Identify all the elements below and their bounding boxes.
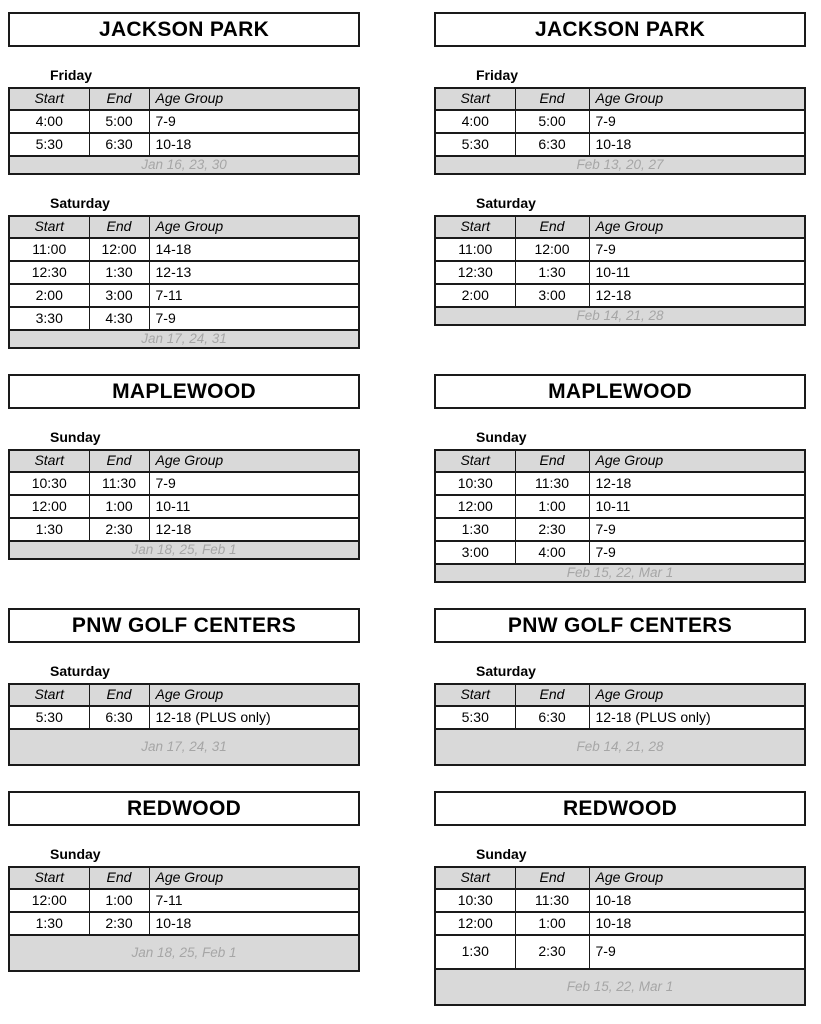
dates-footer: Feb 15, 22, Mar 1: [435, 969, 805, 1005]
schedule-table: [8, 449, 360, 560]
header-row: [435, 450, 805, 472]
age-group-cell: 10-18: [149, 912, 359, 935]
schedule-table: [434, 449, 806, 583]
end-cell: 6:30: [89, 133, 149, 156]
age-group-cell: 10-18: [149, 133, 359, 156]
location-title: JACKSON PARK: [98, 17, 270, 41]
start-cell: 12:00: [9, 495, 89, 518]
schedule-row: [9, 307, 359, 330]
schedule-row: [9, 912, 359, 935]
end-header: End: [515, 88, 589, 110]
schedule-table: [434, 87, 806, 175]
end-header: End: [515, 684, 589, 706]
start-cell: 4:00: [435, 110, 515, 133]
schedule-row: [9, 284, 359, 307]
dates-footer: Feb 13, 20, 27: [435, 156, 805, 174]
age-group-header: Age Group: [589, 88, 805, 110]
schedule-table: [434, 683, 806, 766]
header-row: [435, 867, 805, 889]
end-header: End: [89, 450, 149, 472]
age-group-header: Age Group: [149, 88, 359, 110]
end-header: End: [515, 867, 589, 889]
age-group-cell: 7-9: [589, 518, 805, 541]
start-cell: 3:30: [9, 307, 89, 330]
schedule-row: [435, 889, 805, 912]
day-label: Sunday: [476, 846, 527, 862]
start-cell: 12:00: [435, 495, 515, 518]
header-row: [9, 88, 359, 110]
end-cell: 5:00: [515, 110, 589, 133]
schedule-row: [435, 935, 805, 969]
dates-footer: Jan 16, 23, 30: [9, 156, 359, 174]
location-title-box: [434, 12, 806, 47]
age-group-header: Age Group: [589, 216, 805, 238]
age-group-cell: 12-18: [589, 284, 805, 307]
start-cell: 1:30: [9, 912, 89, 935]
age-group-cell: 10-18: [589, 889, 805, 912]
end-cell: 2:30: [515, 518, 589, 541]
start-cell: 5:30: [9, 706, 89, 729]
location-title-box: [8, 608, 360, 643]
end-cell: 1:00: [89, 495, 149, 518]
location-title: PNW GOLF CENTERS: [71, 613, 297, 637]
schedule-row: [435, 238, 805, 261]
location-section: [8, 608, 360, 766]
end-cell: 5:00: [89, 110, 149, 133]
start-cell: 11:00: [435, 238, 515, 261]
dates-footer-row: [9, 935, 359, 971]
age-group-cell: 7-11: [149, 889, 359, 912]
end-cell: 6:30: [515, 706, 589, 729]
start-cell: 2:00: [435, 284, 515, 307]
end-header: End: [515, 216, 589, 238]
start-cell: 10:30: [435, 889, 515, 912]
start-cell: 4:00: [9, 110, 89, 133]
start-cell: 10:30: [435, 472, 515, 495]
day-label: Sunday: [50, 846, 101, 862]
schedule-row: [435, 495, 805, 518]
age-group-header: Age Group: [149, 867, 359, 889]
end-cell: 1:00: [89, 889, 149, 912]
end-cell: 2:30: [89, 912, 149, 935]
schedule-row: [435, 912, 805, 935]
dates-footer: Feb 14, 21, 28: [435, 307, 805, 325]
age-group-header: Age Group: [149, 216, 359, 238]
location-title: JACKSON PARK: [534, 17, 706, 41]
dates-footer: Jan 17, 24, 31: [9, 330, 359, 348]
location-section: [8, 374, 360, 560]
start-header: Start: [435, 867, 515, 889]
start-header: Start: [435, 88, 515, 110]
schedule-row: [9, 518, 359, 541]
end-cell: 3:00: [89, 284, 149, 307]
header-row: [9, 450, 359, 472]
schedule-row: [435, 541, 805, 564]
schedule-row: [9, 495, 359, 518]
schedule-table: [8, 683, 360, 766]
location-section: [434, 374, 806, 583]
dates-footer: Feb 15, 22, Mar 1: [435, 564, 805, 582]
age-group-cell: 10-11: [589, 261, 805, 284]
schedule-table: [434, 866, 806, 1006]
start-cell: 12:30: [435, 261, 515, 284]
end-cell: 11:30: [89, 472, 149, 495]
day-label: Saturday: [50, 663, 110, 679]
location-section: [8, 791, 360, 972]
dates-footer-row: [435, 564, 805, 582]
end-cell: 1:00: [515, 912, 589, 935]
age-group-cell: 7-9: [589, 935, 805, 969]
end-cell: 1:30: [515, 261, 589, 284]
schedule-row: [435, 284, 805, 307]
end-header: End: [515, 450, 589, 472]
end-cell: 12:00: [515, 238, 589, 261]
dates-footer-row: [9, 330, 359, 348]
day-label: Friday: [50, 67, 93, 83]
age-group-cell: 7-9: [589, 110, 805, 133]
start-header: Start: [435, 450, 515, 472]
dates-footer-row: [9, 541, 359, 559]
schedule-row: [9, 472, 359, 495]
start-cell: 5:30: [9, 133, 89, 156]
age-group-cell: 7-9: [149, 307, 359, 330]
start-header: Start: [9, 450, 89, 472]
schedule-row: [435, 110, 805, 133]
header-row: [435, 684, 805, 706]
location-title-box: [8, 12, 360, 47]
location-title-box: [434, 374, 806, 409]
schedule-row: [9, 889, 359, 912]
start-cell: 1:30: [435, 518, 515, 541]
schedule-row: [9, 110, 359, 133]
schedule-table: [8, 866, 360, 972]
location-section: [434, 791, 806, 1006]
dates-footer-row: [435, 729, 805, 765]
header-row: [9, 684, 359, 706]
end-header: End: [89, 88, 149, 110]
end-cell: 6:30: [515, 133, 589, 156]
end-cell: 1:30: [89, 261, 149, 284]
end-cell: 1:00: [515, 495, 589, 518]
start-cell: 5:30: [435, 706, 515, 729]
day-label: Friday: [476, 67, 519, 83]
start-cell: 12:00: [435, 912, 515, 935]
start-cell: 11:00: [9, 238, 89, 261]
age-group-header: Age Group: [149, 450, 359, 472]
schedule-row: [9, 238, 359, 261]
age-group-cell: 10-18: [589, 912, 805, 935]
end-cell: 4:00: [515, 541, 589, 564]
start-header: Start: [9, 684, 89, 706]
dates-footer-row: [9, 156, 359, 174]
schedule-table: [8, 87, 360, 175]
age-group-cell: 14-18: [149, 238, 359, 261]
age-group-header: Age Group: [149, 684, 359, 706]
end-cell: 6:30: [89, 706, 149, 729]
schedule-row: [9, 706, 359, 729]
location-title-box: [434, 608, 806, 643]
location-section: [434, 12, 806, 326]
start-cell: 12:30: [9, 261, 89, 284]
day-label: Sunday: [476, 429, 527, 445]
header-row: [435, 216, 805, 238]
schedule-row: [435, 261, 805, 284]
location-section: [434, 608, 806, 766]
dates-footer: Feb 14, 21, 28: [435, 729, 805, 765]
location-title: MAPLEWOOD: [112, 379, 256, 403]
dates-footer-row: [9, 729, 359, 765]
start-cell: 10:30: [9, 472, 89, 495]
start-cell: 2:00: [9, 284, 89, 307]
age-group-cell: 12-18 (PLUS only): [589, 706, 805, 729]
end-cell: 2:30: [89, 518, 149, 541]
age-group-cell: 12-13: [149, 261, 359, 284]
age-group-header: Age Group: [589, 684, 805, 706]
header-row: [9, 867, 359, 889]
age-group-cell: 12-18: [589, 472, 805, 495]
age-group-cell: 10-11: [149, 495, 359, 518]
start-cell: 3:00: [435, 541, 515, 564]
age-group-header: Age Group: [589, 450, 805, 472]
dates-footer: Jan 17, 24, 31: [9, 729, 359, 765]
age-group-cell: 7-9: [149, 110, 359, 133]
location-title: REDWOOD: [562, 796, 678, 820]
day-label: Sunday: [50, 429, 101, 445]
end-cell: 12:00: [89, 238, 149, 261]
start-header: Start: [435, 684, 515, 706]
schedule-row: [435, 472, 805, 495]
age-group-cell: 12-18 (PLUS only): [149, 706, 359, 729]
dates-footer-row: [435, 969, 805, 1005]
start-cell: 5:30: [435, 133, 515, 156]
age-group-cell: 7-9: [589, 541, 805, 564]
schedule-table: [8, 215, 360, 349]
start-header: Start: [435, 216, 515, 238]
location-title-box: [8, 374, 360, 409]
end-header: End: [89, 216, 149, 238]
age-group-cell: 10-11: [589, 495, 805, 518]
dates-footer: Jan 18, 25, Feb 1: [9, 541, 359, 559]
day-label: Saturday: [476, 195, 536, 211]
age-group-cell: 7-11: [149, 284, 359, 307]
day-label: Saturday: [50, 195, 110, 211]
location-title: MAPLEWOOD: [548, 379, 692, 403]
start-cell: 12:00: [9, 889, 89, 912]
age-group-cell: 7-9: [589, 238, 805, 261]
location-title: PNW GOLF CENTERS: [507, 613, 733, 637]
day-label: Saturday: [476, 663, 536, 679]
schedule-row: [435, 706, 805, 729]
dates-footer-row: [435, 307, 805, 325]
dates-footer: Jan 18, 25, Feb 1: [9, 935, 359, 971]
start-cell: 1:30: [9, 518, 89, 541]
dates-footer-row: [435, 156, 805, 174]
schedule-row: [9, 261, 359, 284]
age-group-cell: 12-18: [149, 518, 359, 541]
header-row: [435, 88, 805, 110]
start-header: Start: [9, 216, 89, 238]
age-group-cell: 7-9: [149, 472, 359, 495]
start-header: Start: [9, 867, 89, 889]
schedule-row: [435, 518, 805, 541]
end-cell: 3:00: [515, 284, 589, 307]
header-row: [9, 216, 359, 238]
end-header: End: [89, 684, 149, 706]
end-header: End: [89, 867, 149, 889]
schedule-row: [9, 133, 359, 156]
age-group-header: Age Group: [589, 867, 805, 889]
schedule-row: [435, 133, 805, 156]
location-section: [8, 12, 360, 349]
location-title: REDWOOD: [126, 796, 242, 820]
start-cell: 1:30: [435, 935, 515, 969]
location-title-box: [8, 791, 360, 826]
end-cell: 2:30: [515, 935, 589, 969]
end-cell: 4:30: [89, 307, 149, 330]
end-cell: 11:30: [515, 472, 589, 495]
schedule-table: [434, 215, 806, 326]
start-header: Start: [9, 88, 89, 110]
location-title-box: [434, 791, 806, 826]
age-group-cell: 10-18: [589, 133, 805, 156]
end-cell: 11:30: [515, 889, 589, 912]
